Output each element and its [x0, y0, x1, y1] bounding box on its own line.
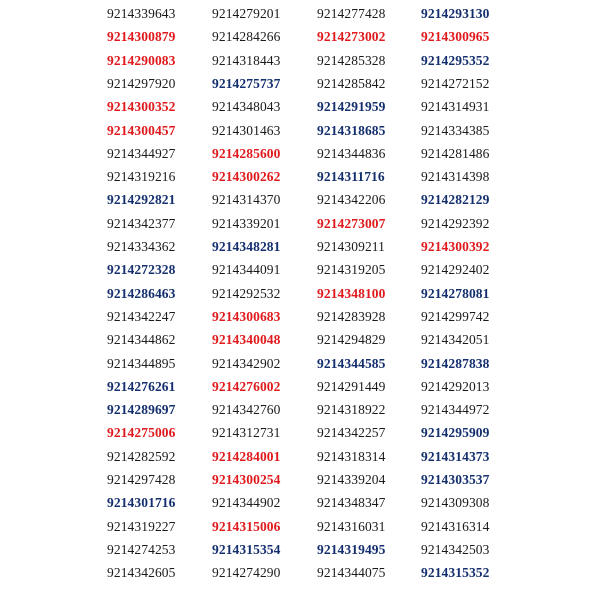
phone-number-cell: 9214344972 [421, 402, 490, 418]
phone-number-cell: 9214285842 [317, 75, 386, 91]
phone-number-cell: 9214290083 [107, 52, 176, 68]
phone-number-cell: 9214300262 [212, 169, 281, 185]
phone-number-cell: 9214339643 [107, 6, 176, 21]
phone-number-cell: 9214274253 [107, 541, 176, 557]
phone-number-cell: 9214334385 [421, 122, 490, 138]
phone-number-cell: 9214295909 [421, 425, 490, 441]
phone-number-cell: 9214344075 [317, 565, 386, 581]
phone-number-cell: 9214319495 [317, 541, 386, 557]
phone-number-cell: 9214314370 [212, 192, 281, 208]
phone-number-cell: 9214300457 [107, 122, 176, 138]
phone-number-cell: 9214287838 [421, 355, 490, 371]
phone-number-cell: 9214292013 [421, 378, 490, 394]
phone-number-cell: 9214309308 [421, 495, 490, 511]
phone-number-cell: 9214276002 [212, 378, 281, 394]
phone-number-cell: 9214342206 [317, 192, 386, 208]
phone-number-cell: 9214348100 [317, 285, 386, 301]
phone-number-cell: 9214277428 [317, 6, 386, 21]
phone-number-cell: 9214272152 [421, 75, 490, 91]
phone-number-cell: 9214282129 [421, 192, 490, 208]
phone-number-cell: 9214292821 [107, 192, 176, 208]
phone-number-cell: 9214315352 [421, 565, 490, 581]
phone-number-cell: 9214284266 [212, 29, 281, 45]
phone-number-cell: 9214275737 [212, 75, 281, 91]
phone-number-cell: 9214299742 [421, 308, 490, 324]
phone-number-cell: 9214275006 [107, 425, 176, 441]
phone-number-cell: 9214297428 [107, 472, 176, 487]
phone-number-cell: 9214339201 [212, 215, 281, 231]
phone-number-cell: 9214318922 [317, 402, 386, 418]
phone-number-cell: 9214309211 [317, 239, 385, 254]
phone-number-cell: 9214344902 [212, 495, 281, 511]
phone-number-cell: 9214285328 [317, 52, 386, 68]
phone-number-cell: 9214281486 [421, 145, 490, 161]
phone-number-cell: 9214348281 [212, 239, 281, 254]
phone-number-cell: 9214278081 [421, 285, 490, 301]
phone-number-cell: 9214312731 [212, 425, 281, 441]
phone-number-cell: 9214294829 [317, 332, 386, 348]
phone-number-cell: 9214300352 [107, 99, 176, 115]
phone-number-cell: 9214319227 [107, 518, 176, 534]
phone-number-cell: 9214274290 [212, 565, 281, 581]
phone-number-cell: 9214314931 [421, 99, 490, 115]
phone-number-cell: 9214318685 [317, 122, 386, 138]
phone-number-cell: 9214344585 [317, 355, 386, 371]
phone-number-cell: 9214282592 [107, 448, 176, 464]
phone-number-cell: 9214316314 [421, 518, 490, 534]
phone-number-cell: 9214318443 [212, 52, 281, 68]
phone-number-cell: 9214344836 [317, 145, 386, 161]
phone-number-cell: 9214314373 [421, 448, 490, 464]
phone-number-cell: 9214273007 [317, 215, 386, 231]
phone-number-cell: 9214342902 [212, 355, 281, 371]
phone-number-cell: 9214285600 [212, 145, 281, 161]
phone-number-cell: 9214272328 [107, 262, 176, 278]
phone-number-cell: 9214342760 [212, 402, 281, 418]
phone-number-cell: 9214292532 [212, 285, 281, 301]
phone-number-cell: 9214315354 [212, 541, 281, 557]
phone-number-cell: 9214276261 [107, 378, 176, 394]
phone-number-cell: 9214300392 [421, 239, 490, 254]
phone-number-cell: 9214300683 [212, 308, 281, 324]
phone-number-cell: 9214291449 [317, 378, 386, 394]
phone-number-cell: 9214273002 [317, 29, 386, 45]
phone-number-cell: 9214303537 [421, 472, 490, 487]
phone-number-cell: 9214342503 [421, 541, 490, 557]
phone-number-cell: 9214297920 [107, 75, 176, 91]
phone-number-cell: 9214344862 [107, 332, 176, 348]
phone-number-cell: 9214348347 [317, 495, 386, 511]
phone-number-cell: 9214295352 [421, 52, 490, 68]
phone-number-cell: 9214283928 [317, 308, 386, 324]
phone-number-cell: 9214315006 [212, 518, 281, 534]
phone-number-cell: 9214344927 [107, 145, 176, 161]
phone-number-cell: 9214339204 [317, 472, 386, 487]
phone-number-cell: 9214301463 [212, 122, 281, 138]
phone-number-cell: 9214348043 [212, 99, 281, 115]
phone-number-cell: 9214301716 [107, 495, 176, 511]
phone-number-cell: 9214318314 [317, 448, 386, 464]
phone-number-cell: 9214319216 [107, 169, 176, 185]
phone-number-cell: 9214300879 [107, 29, 176, 45]
phone-number-cell: 9214291959 [317, 99, 386, 115]
phone-number-cell: 9214344091 [212, 262, 281, 278]
phone-number-cell: 9214342377 [107, 215, 176, 231]
phone-number-cell: 9214286463 [107, 285, 176, 301]
phone-number-cell: 9214342247 [107, 308, 176, 324]
phone-number-cell: 9214293130 [421, 6, 490, 21]
phone-number-cell: 9214279201 [212, 6, 281, 21]
phone-number-cell: 9214292392 [421, 215, 490, 231]
phone-number-cell: 9214334362 [107, 239, 176, 254]
phone-number-cell: 9214342605 [107, 565, 176, 581]
phone-number-cell: 9214314398 [421, 169, 490, 185]
phone-number-cell: 9214340048 [212, 332, 281, 348]
phone-number-cell: 9214311716 [317, 169, 385, 185]
phone-number-cell: 9214316031 [317, 518, 386, 534]
phone-number-cell: 9214319205 [317, 262, 386, 278]
phone-number-cell: 9214342051 [421, 332, 490, 348]
phone-number-cell: 9214292402 [421, 262, 490, 278]
phone-number-cell: 9214300965 [421, 29, 490, 45]
phone-number-cell: 9214284001 [212, 448, 281, 464]
phone-number-cell: 9214344895 [107, 355, 176, 371]
phone-number-cell: 9214342257 [317, 425, 386, 441]
phone-number-cell: 9214300254 [212, 472, 281, 487]
phone-number-cell: 9214289697 [107, 402, 176, 418]
